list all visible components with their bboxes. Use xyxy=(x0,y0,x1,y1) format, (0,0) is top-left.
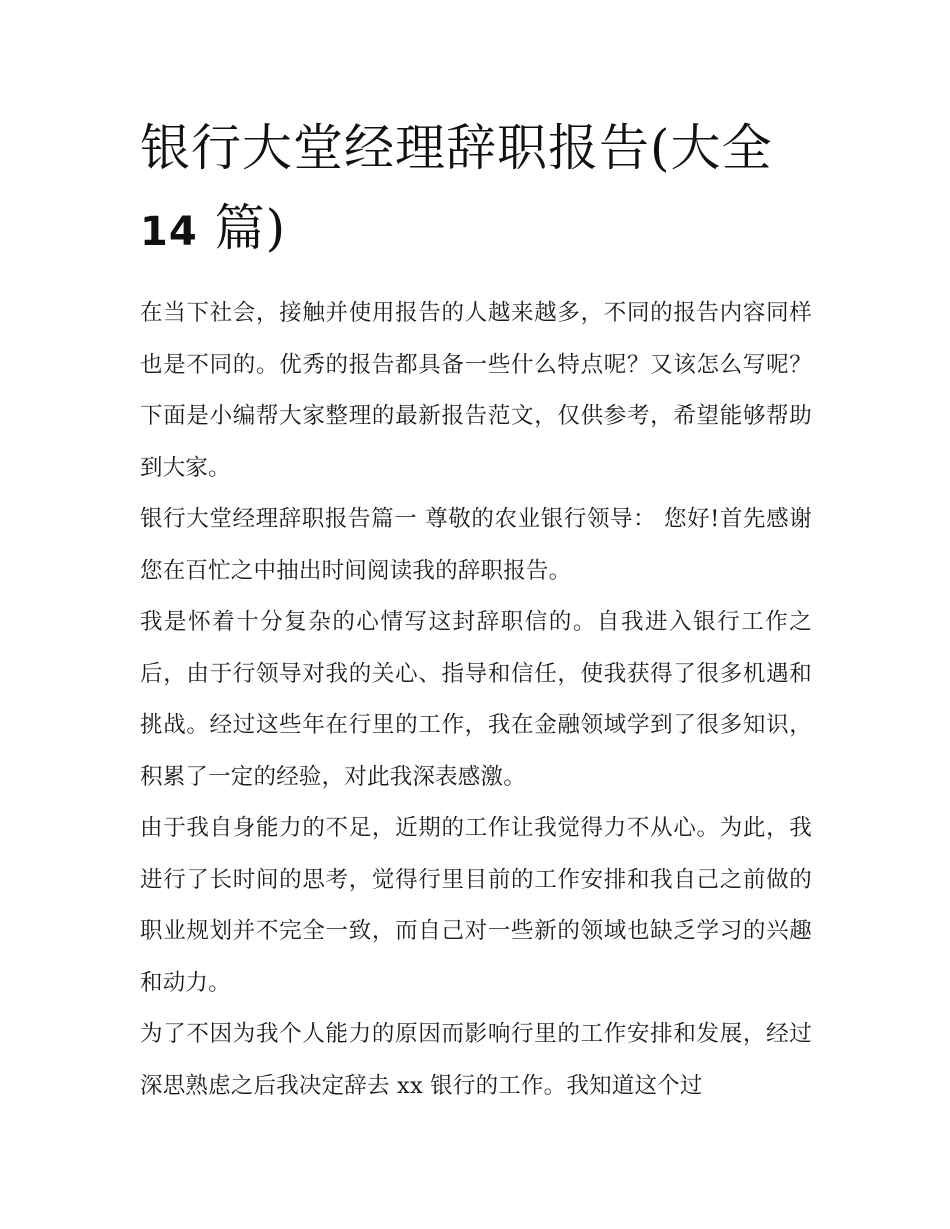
salutation-paragraph: 银行大堂经理辞职报告篇一 尊敬的农业银行领导： 您好!首先感谢您在百忙之中抽出时间阅读我的辞职报告。 xyxy=(140,506,812,584)
title-number: 14 xyxy=(140,209,198,255)
title-suffix: 篇) xyxy=(197,199,287,257)
title-main: 银行大堂经理辞职报告(大全 xyxy=(140,119,773,177)
document-body xyxy=(140,288,812,1112)
document-title xyxy=(140,108,812,272)
body-paragraph: 我是怀着十分复杂的心情写这封辞职信的。自我进入银行工作之后，由于行领导对我的关心、指导和信任，使我获得了很多机遇和挑战。经过这些年在行里的工作，我在金融领域学到了很多知识，积累了一定的经验，对此我深表感激。 xyxy=(140,609,812,790)
intro-paragraph: 在当下社会，接触并使用报告的人越来越多，不同的报告内容同样也是不同的。优秀的报告都具备一些什么特点呢？又该怎么写呢？下面是小编帮大家整理的最新报告范文，仅供参考，希望能够帮助到大家。 xyxy=(140,300,812,481)
body-paragraph: 为了不因为我个人能力的原因而影响行里的工作安排和发展，经过深思熟虑之后我决定辞去 xx 银行的工作。我知道这个过 xyxy=(140,1021,812,1099)
body-paragraph: 由于我自身能力的不足，近期的工作让我觉得力不从心。为此，我进行了长时间的思考，觉得行里目前的工作安排和我自己之前做的职业规划并不完全一致，而自己对一些新的领域也缺乏学习的兴趣和动力。 xyxy=(140,815,812,996)
document-page xyxy=(140,108,812,1112)
